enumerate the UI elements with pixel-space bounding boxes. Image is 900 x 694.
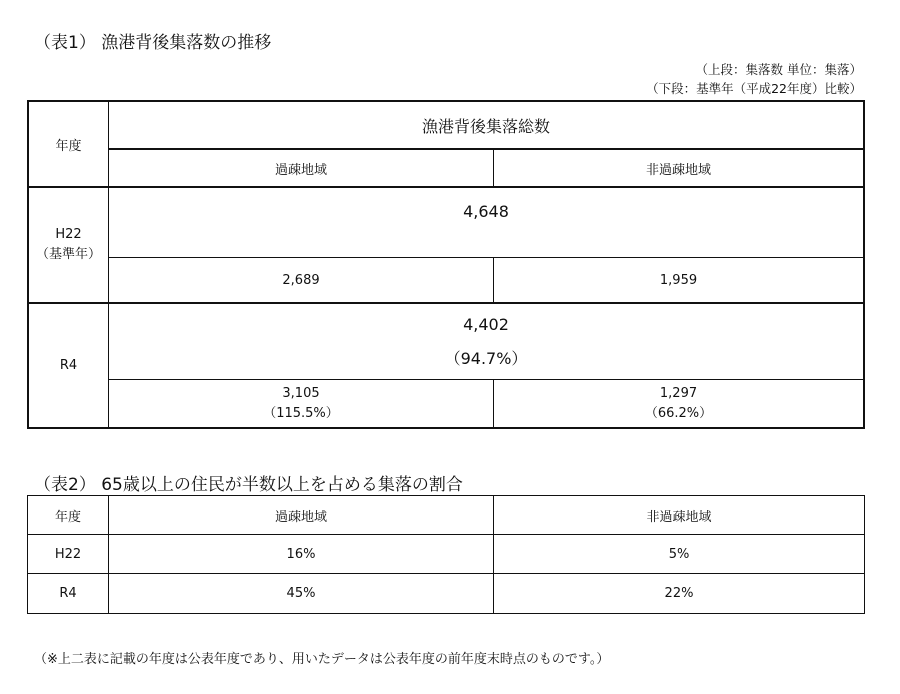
total-cell-h22: 4,648 [109,188,863,258]
row-h22-non-depopulated: 5% [494,535,864,574]
year-header: 年度 [29,102,109,188]
non-depopulated-cell-r4 [494,380,863,427]
total-cell-r4 [109,304,863,380]
total-header: 漁港背後集落総数 [109,102,863,150]
elderly-ratio-table [27,495,865,614]
units-note-line2: （下段：基準年（平成22年度）比較） [646,81,862,96]
header-non-depopulated: 非過疎地域 [494,496,864,535]
total-ratio: （94.7%） [444,348,528,368]
row-r4-non-depopulated: 22% [664,586,694,601]
non-depopulated-cell-h22: 1,959 [494,258,863,304]
row-h22-year: H22 [28,535,109,574]
units-note-line1: （上段：集落数 単位：集落） [695,62,862,77]
non-depopulated-value: 1,297 [659,385,698,401]
year-cell-h22 [29,188,109,304]
settlements-table [27,100,865,429]
year-label: H22 [55,227,82,242]
table2-caption: （表2） 65歳以上の住民が半数以上を占める集落の割合 [34,475,463,495]
header-year: 年度 [28,496,109,535]
row-r4-depopulated: 45% [109,574,494,613]
non-depopulated-ratio: （66.2%） [644,405,713,421]
footnote: （※上二表に記載の年度は公表年度であり、用いたデータは公表年度の前年度末時点のものです。） [34,652,610,667]
table1-caption: （表1） 漁港背後集落数の推移 [34,33,272,53]
year-sublabel: （基準年） [35,247,101,262]
header-depopulated: 過疎地域 [109,496,494,535]
row-r4-year: R4 [28,574,109,613]
depopulated-cell-r4 [109,380,494,427]
non-depopulated-header: 非過疎地域 [494,150,863,188]
row-h22-depopulated: 16% [109,535,494,574]
depopulated-value: 3,105 [282,385,320,401]
depopulated-ratio: （115.5%） [263,405,339,421]
units-note [646,60,862,98]
depopulated-cell-h22: 2,689 [109,258,494,304]
year-cell-r4: R4 [29,304,109,427]
total-value: 4,402 [463,314,509,334]
depopulated-header: 過疎地域 [109,150,494,188]
